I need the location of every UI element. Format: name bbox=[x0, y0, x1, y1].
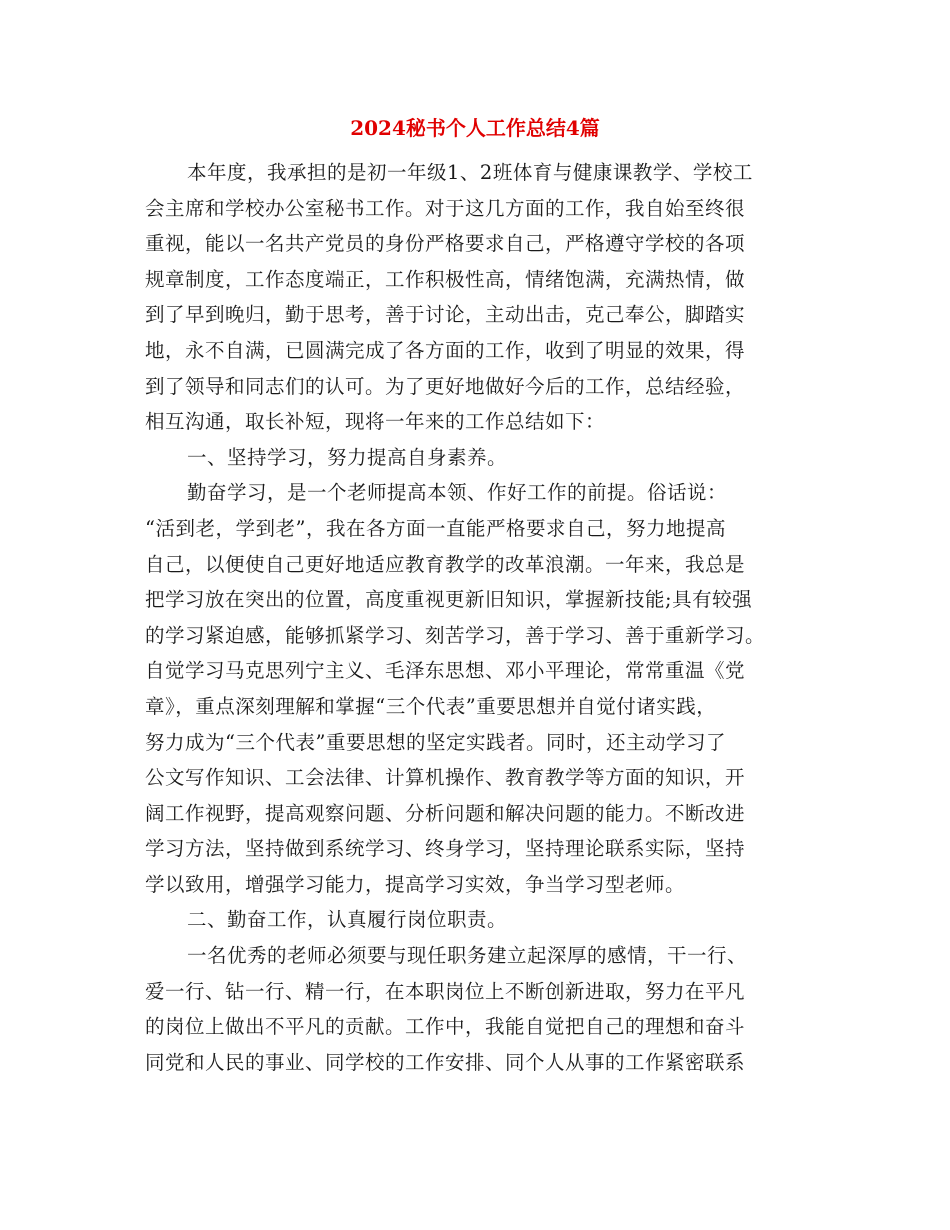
text-line: 规章制度，工作态度端正，工作积极性高，情绪饱满，充满热情，做 bbox=[145, 267, 746, 291]
text-line: 重视，能以一名共产党员的身份严格要求自己，严格遵守学校的各项 bbox=[145, 232, 746, 256]
text-line: 二、勤奋工作，认真履行岗位职责。 bbox=[187, 908, 508, 932]
document-body bbox=[145, 155, 815, 1080]
text-line: 地，永不自满，已圆满完成了各方面的工作，收到了明显的效果，得 bbox=[145, 338, 746, 362]
text-line: 公文写作知识、工会法律、计算机操作、教育教学等方面的知识，开 bbox=[145, 766, 746, 790]
text-line: 会主席和学校办公室秘书工作。对于这几方面的工作，我自始至终很 bbox=[145, 196, 746, 220]
text-line: 到了领导和同志们的认可。为了更好地做好今后的工作，总结经验， bbox=[145, 374, 746, 398]
text-line: 努力成为“三个代表”重要思想的坚定实践者。同时，还主动学习了 bbox=[145, 730, 726, 754]
text-line: 学以致用，增强学习能力，提高学习实效，争当学习型老师。 bbox=[145, 872, 686, 896]
text-line: 本年度，我承担的是初一年级1、2班体育与健康课教学、学校工 bbox=[187, 161, 753, 184]
text-line: 到了早到晚归，勤于思考，善于讨论，主动出击，克己奉公，脚踏实 bbox=[145, 303, 746, 327]
text-line: 相互沟通，取长补短，现将一年来的工作总结如下： bbox=[145, 410, 606, 434]
text-line: 一名优秀的老师必须要与现任职务建立起深厚的感情，干一行、 bbox=[187, 944, 748, 968]
document-title: 2024秘书个人工作总结4篇 bbox=[350, 116, 600, 140]
text-line: 爱一行、钻一行、精一行，在本职岗位上不断创新进取，努力在平凡 bbox=[145, 979, 746, 1003]
text-line: 学习方法，坚持做到系统学习、终身学习，坚持理论联系实际，坚持 bbox=[145, 837, 746, 861]
text-line: 自觉学习马克思列宁主义、毛泽东思想、邓小平理论，常常重温《党 bbox=[145, 659, 746, 683]
text-line: 的学习紧迫感，能够抓紧学习、刻苦学习，善于学习、善于重新学习。 bbox=[145, 623, 766, 647]
text-line: 章》，重点深刻理解和掌握“三个代表”重要思想并自觉付诸实践， bbox=[145, 694, 717, 718]
text-line: 勤奋学习，是一个老师提高本领、作好工作的前提。俗话说： bbox=[187, 481, 728, 505]
text-line: 的岗位上做出不平凡的贡献。工作中，我能自觉把自己的理想和奋斗 bbox=[145, 1015, 746, 1039]
text-line: 同党和人民的事业、同学校的工作安排、同个人从事的工作紧密联系 bbox=[145, 1050, 746, 1074]
text-line: 一、坚持学习，努力提高自身素养。 bbox=[187, 445, 508, 469]
text-line: 把学习放在突出的位置，高度重视更新旧知识，掌握新技能;具有较强 bbox=[145, 588, 753, 612]
text-line: 阔工作视野，提高观察问题、分析问题和解决问题的能力。不断改进 bbox=[145, 801, 746, 825]
text-line: 自己，以便使自己更好地适应教育教学的改革浪潮。一年来，我总是 bbox=[145, 552, 746, 576]
text-line: “活到老，学到老”，我在各方面一直能严格要求自己，努力地提高 bbox=[145, 516, 726, 540]
